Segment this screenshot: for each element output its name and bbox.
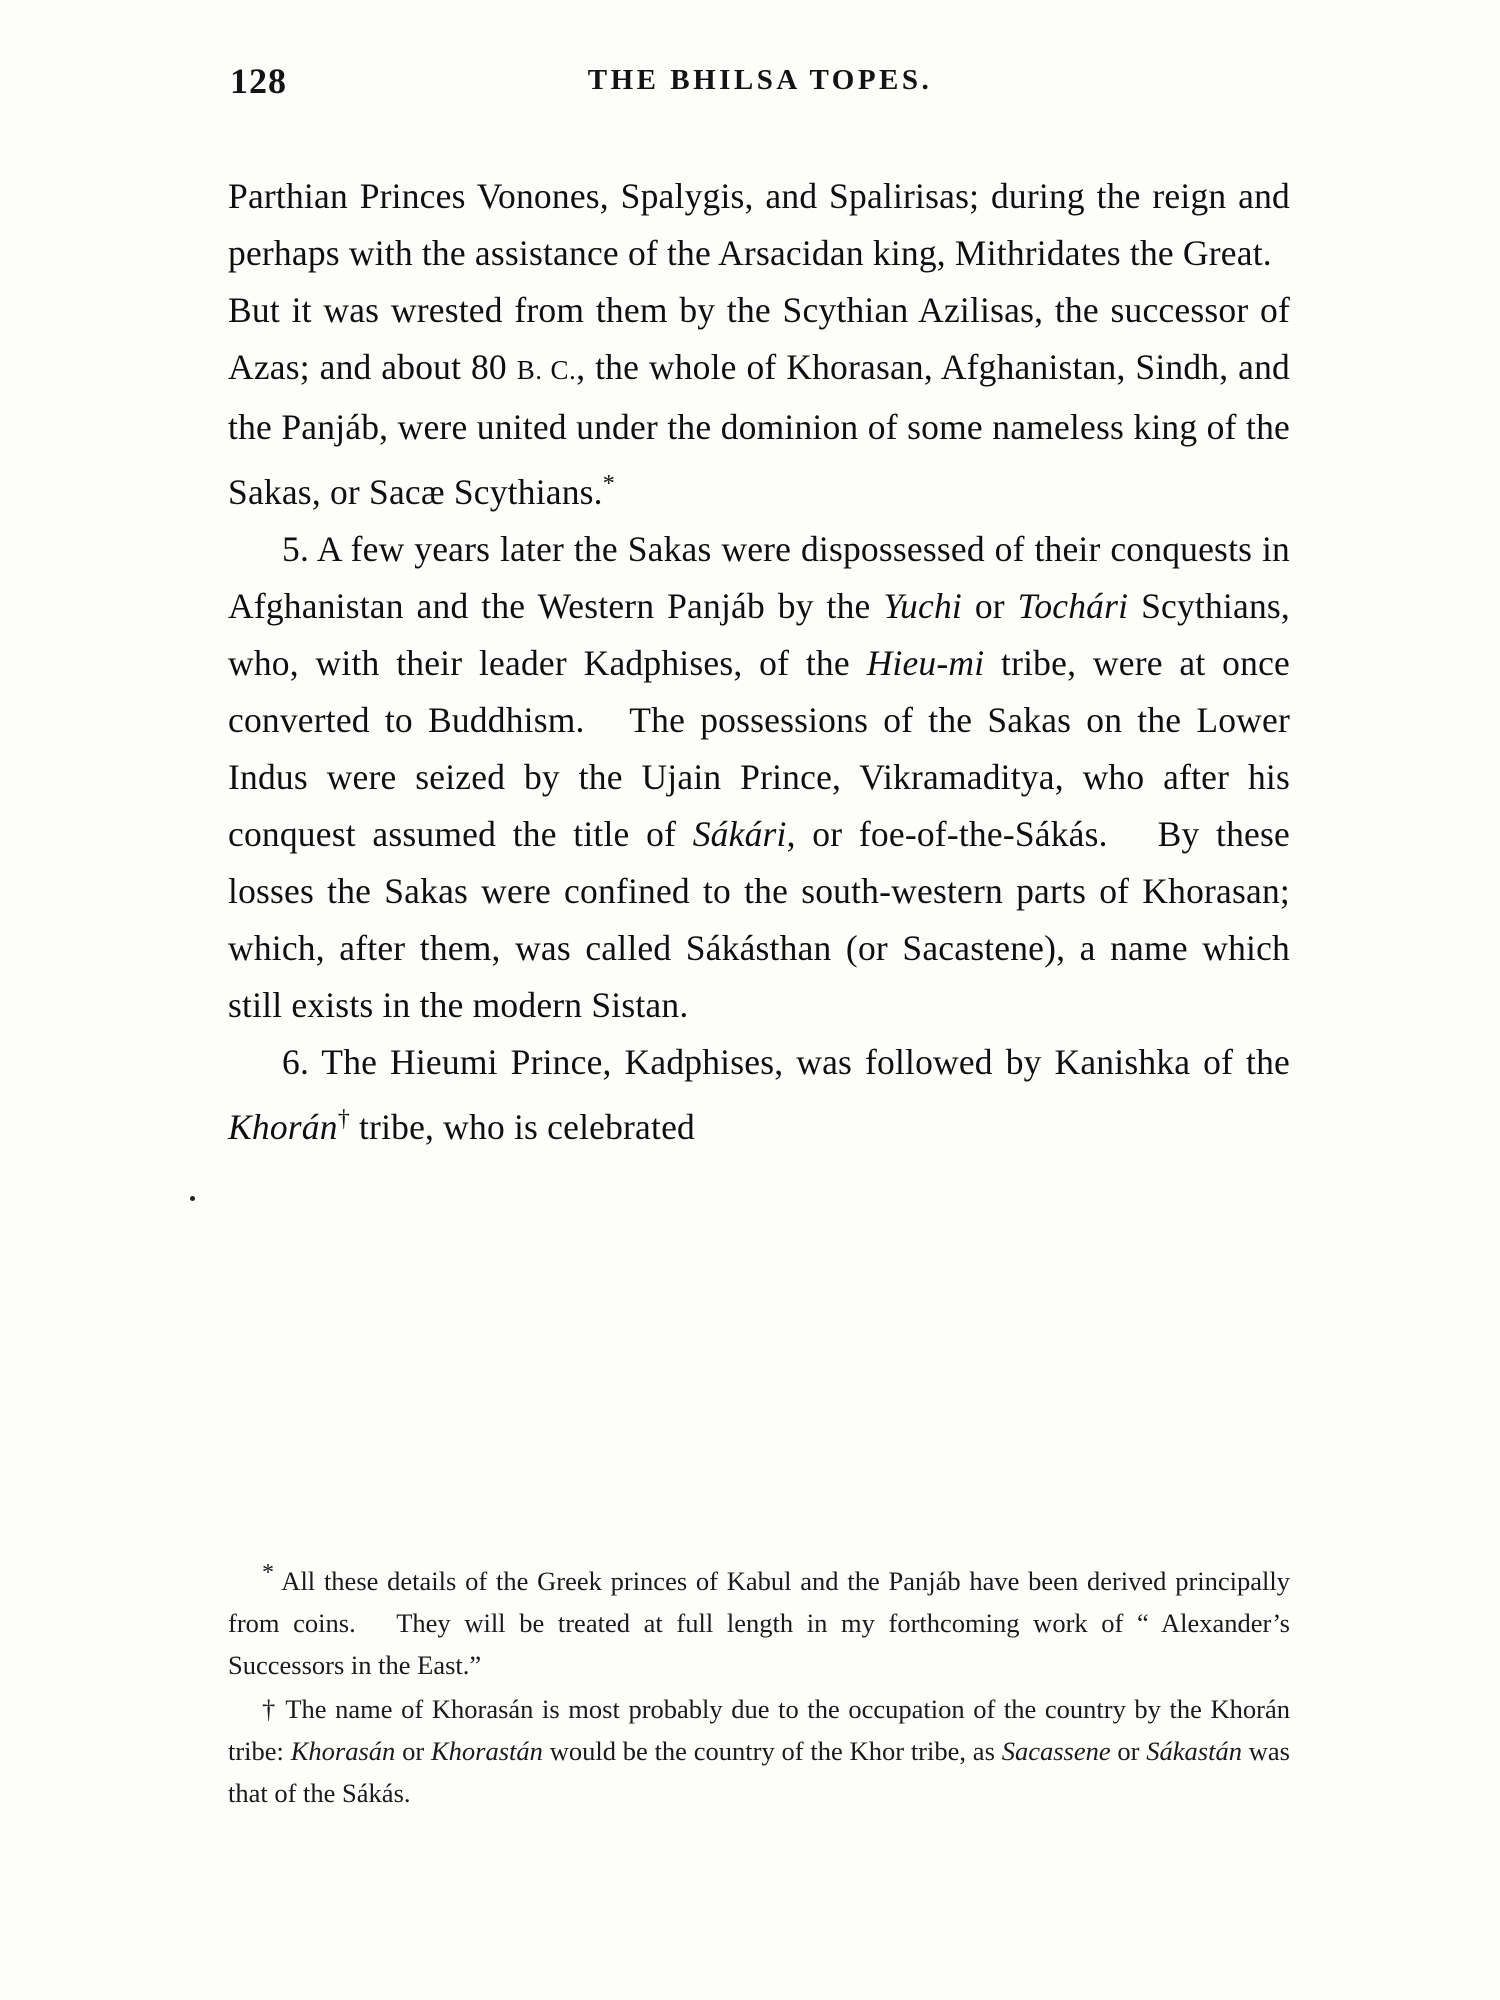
footnote-block	[228, 1552, 1290, 1816]
running-title: THE BHILSA TOPES.	[587, 64, 933, 96]
footnote-dagger: † The name of Khorasán is most probably due to the occupation of the country by the Khorán tribe: Khorasán or Khorastán would be the country of the Khor tribe, as Sacassene or Sákastán was that of the Sákás.	[228, 1693, 1290, 1808]
paragraph-6: 6. The Hieumi Prince, Kadphises, was followed by Kanishka of the Khorán† tribe, who is celebrated	[228, 1041, 1290, 1147]
footnote-asterisk: * All these details of the Greek princes of Kabul and the Panjáb have been derived principally from coins. They will be treated at full length in my forthcoming work of “ Alexander’s Successors in the East.”	[228, 1560, 1290, 1680]
page-header	[230, 60, 1290, 110]
paragraph-5: 5. A few years later the Sakas were dispossessed of their conquests in Afghanistan and the Western Panjáb by the Yuchi or Tochári Scythians, who, with their leader Kadphises, of the Hieu-mi tribe, were at once converted to Buddhism. The possessions of the Sakas on the Lower Indus were seized by the Ujain Prince, Vikramaditya, who after his conquest assumed the title of Sákári, or foe-of-the-Sákás. By these losses the Sakas were confined to the south-western parts of Khorasan; which, after them, was called Sákásthan (or Sacastene), a name which still exists in the modern Sistan.	[228, 528, 1290, 1025]
page-number: 128	[230, 61, 287, 101]
paragraph-continued: Parthian Princes Vonones, Spalygis, and Spalirisas; during the reign and perhaps with the assistance of the Arsacidan king, Mithridates the Great. But it was wrested from them by the Scythian Azilisas, the successor of Azas; and about 80 B. C., the whole of Khorasan, Afghanistan, Sindh, and the Panjáb, were united under the dominion of some nameless king of the Sakas, or Sacæ Scythians.*	[228, 176, 1290, 512]
margin-mark	[190, 1196, 195, 1201]
body-text-column	[228, 168, 1290, 1156]
